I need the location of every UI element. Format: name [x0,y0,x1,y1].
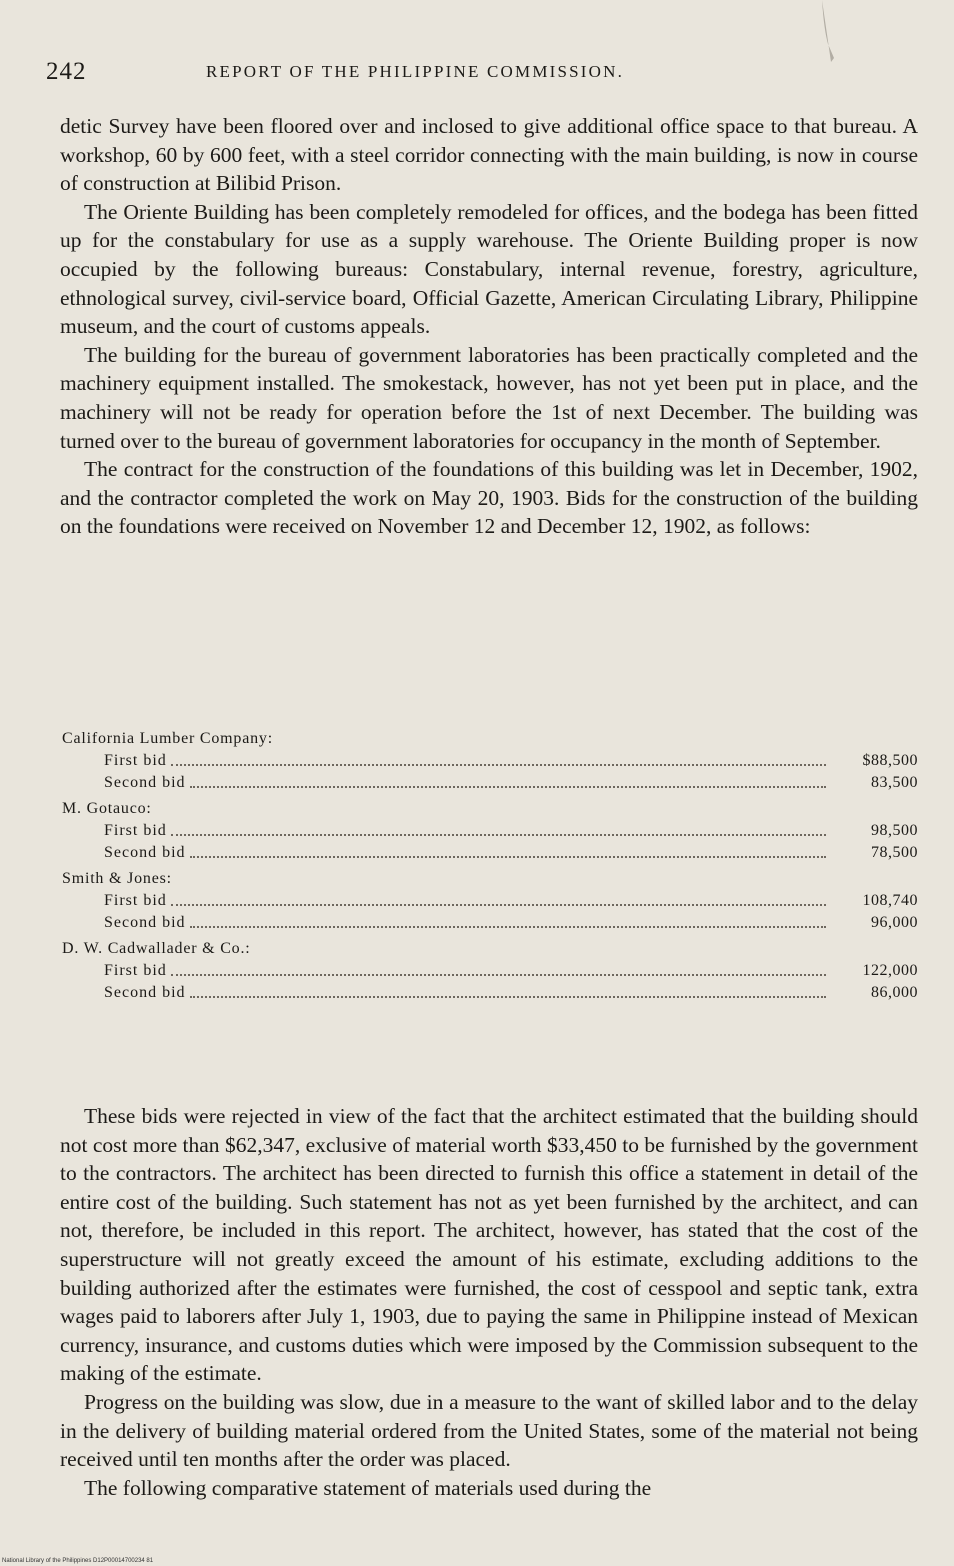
bid-label: Second bid [104,774,186,791]
paragraph: These bids were rejected in view of the fact that the architect estimated that the building should not cost more than $62,347, exclusive of material worth $33,450 to be furnished by the government to the contractors. The architect has been directed to furnish this office a statement in detail of the entire cost of the building. Such statement has not as yet been furnished by the architect, and can not, therefore, be included in this report. The architect, however, has stated that the cost of the superstructure will not greatly exceed the amount of his estimate, excluding additions to the building authorized after the estimates were furnished, the cost of cesspool and septic tank, extra wages paid to laborers after July 1, 1903, due to paying the same in Philippine instead of Mexican currency, insurance, and customs duties which were imposed by the Commission subsequent to the making of the estimate. [60,1104,918,1386]
leader-dots [171,764,826,766]
bid-row [62,890,918,912]
leader-dots [190,996,826,998]
leader-dots [171,904,826,906]
bid-label: Second bid [104,914,186,931]
bid-row [62,820,918,842]
scan-footer-credit: National Library of the Philippines D12P00014700234 81 [2,1558,154,1564]
bid-label: First bid [104,892,167,909]
bid-amount: 108,740 [862,892,918,909]
bid-row [62,912,918,934]
bid-row [62,750,918,772]
bidder-group [62,798,918,864]
paragraph: detic Survey have been floored over and inclosed to give additional office space to that bureau. A workshop, 60 by 600 feet, with a steel corridor connecting with the main building, is now in course of construction at Bilibid Prison. [60,114,918,196]
paragraph: The following comparative statement of materials used during the [84,1475,652,1500]
bid-label: First bid [104,822,167,839]
bid-amount: 96,000 [871,914,918,931]
paragraph: The contract for the construction of the foundations of this building was let in December, 1902, and the contractor completed the work on May 20, 1903. Bids for the construction of the building on the foundations were received on November 12 and December 12, 1902, as follows: [60,457,918,539]
paragraph: The Oriente Building has been completely remodeled for offices, and the bodega has been fitted up for the constabulary for use as a supply warehouse. The Oriente Building proper is now occupied by the following bureaus: Constabulary, internal revenue, forestry, agriculture, ethnological survey, civil-service board, Official Gazette, American Circulating Library, Philippine museum, and the court of customs appeals. [60,199,918,339]
leader-dots [190,856,826,858]
bidder-name: Smith & Jones: [62,870,172,887]
bid-label: Second bid [104,984,186,1001]
bid-amount: 83,500 [871,774,918,791]
bidder-group [62,868,918,934]
bid-amount: 98,500 [871,822,918,839]
paragraph: Progress on the building was slow, due in a measure to the want of skilled labor and to the delay in the delivery of building material ordered from the United States, some of the material not being received until ten months after the order was placed. [60,1389,918,1472]
text-block-before-bids [60,112,918,541]
bid-amount: 122,000 [862,962,918,979]
bid-row [62,842,918,864]
bid-label: Second bid [104,844,186,861]
bidder-name: D. W. Cadwallader & Co.: [62,940,251,957]
bid-row [62,982,918,1004]
leader-dots [171,974,826,976]
bid-row [62,772,918,794]
bid-amount: 86,000 [871,984,918,1001]
bid-amount: 78,500 [871,844,918,861]
bidder-name: M. Gotauco: [62,800,152,817]
leader-dots [190,926,826,928]
paragraph: The building for the bureau of government laboratories has been practically completed and the machinery equipment installed. The smokestack, however, has not yet been put in place, and the machinery will not be ready for operation before the 1st of next December. The building was turned over to the bureau of government laboratories for occupancy in the month of September. [60,342,918,453]
bid-amount: $88,500 [862,752,918,769]
bid-label: First bid [104,752,167,769]
page-number: 242 [46,58,87,85]
bid-row [62,960,918,982]
page-header [46,58,916,88]
bidder-name: California Lumber Company: [62,730,273,747]
leader-dots [171,834,826,836]
bidder-group [62,728,918,794]
running-head: REPORT OF THE PHILIPPINE COMMISSION. [206,62,625,81]
leader-dots [190,786,826,788]
text-block-after-bids [60,1102,918,1502]
bid-label: First bid [104,962,167,979]
bidder-group [62,938,918,1004]
bids-table [62,728,918,1008]
